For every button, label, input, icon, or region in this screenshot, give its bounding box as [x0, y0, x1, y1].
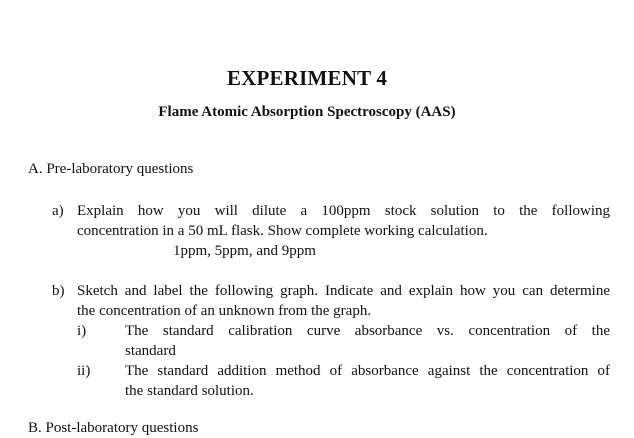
question-b-item-1-line-1: The standard calibration curve absorbance vs. concentration of the [125, 323, 610, 339]
document-subtitle: Flame Atomic Absorption Spectroscopy (AAS) [158, 104, 456, 120]
question-b-item-2-line-2: the standard solution. [125, 383, 254, 399]
question-b-item-1-line-2: standard [125, 343, 176, 359]
question-a-text [77, 201, 610, 241]
question-a-marker: a) [52, 203, 64, 219]
question-b-item-2-marker: ii) [77, 363, 91, 379]
question-b-marker: b) [52, 283, 65, 299]
section-a-heading: A. Pre-laboratory questions [28, 161, 194, 177]
question-b-line-2: the concentration of an unknown from the graph. [77, 303, 372, 319]
question-a-line-1: Explain how you will dilute a 100ppm stock solution to the following [77, 203, 610, 219]
question-a-concentrations: 1ppm, 5ppm, and 9ppm [173, 243, 316, 259]
document-title: EXPERIMENT 4 [226, 66, 388, 90]
question-b-item-2-text [125, 361, 610, 401]
question-b-text [77, 281, 610, 321]
question-b-item-1-text [125, 321, 610, 361]
question-b-item-2-line-1: The standard addition method of absorbance against the concentration of [125, 363, 610, 379]
section-b-heading-partial: B. Post-laboratory questions [28, 420, 199, 436]
question-b-item-1-marker: i) [77, 323, 87, 339]
question-b-line-1: Sketch and label the following graph. Indicate and explain how you can determine [77, 283, 610, 299]
question-a-line-2: concentration in a 50 mL flask. Show complete working calculation. [77, 223, 488, 239]
